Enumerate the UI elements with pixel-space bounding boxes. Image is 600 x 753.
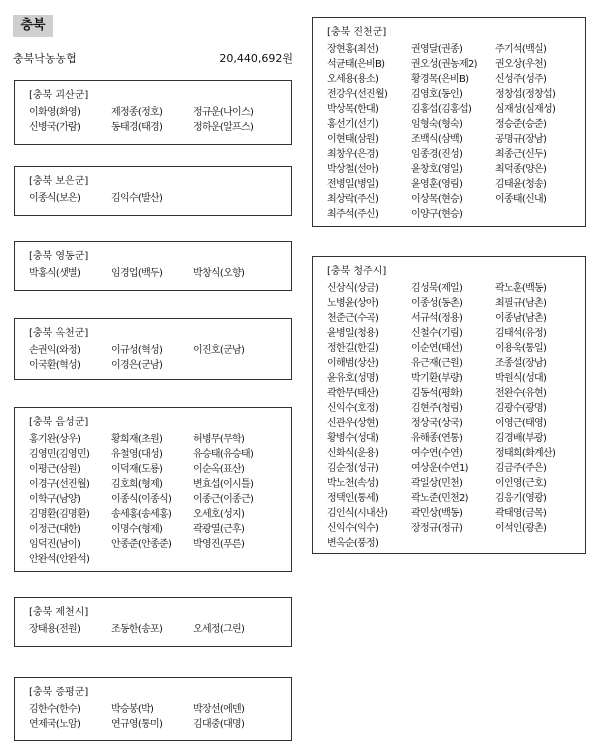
member-name: 권오상(우천) <box>495 59 547 70</box>
member-name: 최상락(주신) <box>327 194 379 205</box>
member-list <box>327 42 575 222</box>
member-name: 윤병일(청용) <box>327 328 379 339</box>
member-name: 동태경(태경) <box>111 122 163 133</box>
district-box-jeungpyeong <box>14 677 292 741</box>
member-name: 신익수(익수) <box>327 523 379 534</box>
member-name: 신병국(가람) <box>29 122 81 133</box>
member-name: 김태석(유정) <box>495 328 547 339</box>
member-name: 김영민(김영민) <box>29 449 90 460</box>
member-name: 홍기완(상우) <box>29 434 81 445</box>
member-name: 이평근(삼원) <box>29 464 81 475</box>
member-name: 이명수(형제) <box>111 524 163 535</box>
member-list <box>29 343 281 373</box>
member-name: 박기환(부량) <box>411 373 463 384</box>
member-name: 이국환(혁성) <box>29 360 81 371</box>
member-name: 오세호(성지) <box>193 509 245 520</box>
member-name: 곽노훈(백동) <box>495 283 547 294</box>
member-name: 송세홍(송세홍) <box>111 509 172 520</box>
member-name: 곽광열(근후) <box>193 524 245 535</box>
district-box-okcheon <box>14 318 292 380</box>
member-name: 임형숙(형숙) <box>411 119 463 130</box>
member-name: 김대중(대명) <box>193 719 245 730</box>
member-name: 김금주(주은) <box>495 463 547 474</box>
member-name: 유철영(대성) <box>111 449 163 460</box>
district-title: [충북 제천시] <box>29 607 89 618</box>
member-name: 정태희(화계산) <box>495 448 556 459</box>
district-box-boeun <box>14 166 292 216</box>
district-title: [충북 보은군] <box>29 176 89 187</box>
member-name: 임경업(백두) <box>111 268 163 279</box>
member-name: 정승준(승준) <box>495 119 547 130</box>
member-name: 이종근(이종근) <box>193 494 254 505</box>
member-name: 유승태(유승태) <box>193 449 254 460</box>
member-name: 권오성(권농제2) <box>411 59 477 70</box>
member-name: 김한수(한수) <box>29 704 81 715</box>
member-name: 김광수(광명) <box>495 403 547 414</box>
member-name: 박노천(속성) <box>327 478 379 489</box>
member-name: 임덕진(남이) <box>29 539 81 550</box>
member-name: 장현홍(최선) <box>327 44 379 55</box>
member-name: 심재성(심재성) <box>495 104 556 115</box>
member-name: 장태용(전원) <box>29 624 81 635</box>
member-name: 김태윤(청송) <box>495 179 547 190</box>
member-name: 신철수(기림) <box>411 328 463 339</box>
member-name: 이정근(대한) <box>29 524 81 535</box>
member-name: 연제국(노암) <box>29 719 81 730</box>
member-name: 이현태(삼원) <box>327 134 379 145</box>
member-name: 곽민상(백동) <box>411 508 463 519</box>
member-name: 이종남(남촌) <box>495 313 547 324</box>
member-name: 김순정(성규) <box>327 463 379 474</box>
member-name: 이인영(근호) <box>495 478 547 489</box>
member-name: 신삼식(상금) <box>327 283 379 294</box>
district-box-jecheon <box>14 597 292 647</box>
district-title: [충북 증평군] <box>29 687 89 698</box>
member-name: 신관우(상현) <box>327 418 379 429</box>
member-name: 권영달(권종) <box>411 44 463 55</box>
member-name: 최종근(신두) <box>495 149 547 160</box>
member-name: 이경구(선진월) <box>29 479 90 490</box>
member-name: 이경은(군남) <box>111 360 163 371</box>
member-name: 이순연(태선) <box>411 343 463 354</box>
member-name: 최필규(남촌) <box>495 298 547 309</box>
member-name: 유해종(연통) <box>411 433 463 444</box>
member-name: 곽한무(태산) <box>327 388 379 399</box>
member-list <box>327 281 575 551</box>
member-name: 손권익(와정) <box>29 345 81 356</box>
member-name: 정택인(통세) <box>327 493 379 504</box>
member-name: 장정규(정규) <box>411 523 463 534</box>
member-name: 이해범(상산) <box>327 358 379 369</box>
member-name: 박장선(에덴) <box>193 704 245 715</box>
member-name: 이덕재(도룡) <box>111 464 163 475</box>
org-name: 충북낙농농협 <box>13 52 77 65</box>
member-name: 황병수(성대) <box>327 433 379 444</box>
member-name: 노병윤(상아) <box>327 298 379 309</box>
district-box-jincheon <box>312 17 586 227</box>
member-name: 변효섭(이시틀) <box>193 479 254 490</box>
member-name: 여수연(수연) <box>411 448 463 459</box>
member-name: 곽태영(금목) <box>495 508 547 519</box>
member-name: 연규영(통미) <box>111 719 163 730</box>
member-name: 이양구(현승) <box>411 209 463 220</box>
member-name: 김경배(부광) <box>495 433 547 444</box>
member-name: 최덕종(양은) <box>495 164 547 175</box>
member-list <box>29 105 281 135</box>
member-name: 정하운(알프스) <box>193 122 254 133</box>
district-title: [충북 괴산군] <box>29 90 89 101</box>
member-name: 정창섭(정창섭) <box>495 89 556 100</box>
member-name: 이상목(현승) <box>411 194 463 205</box>
org-amount: 20,440,692원 <box>219 52 293 65</box>
member-name: 이용욱(통일) <box>495 343 547 354</box>
district-box-cheongju <box>312 256 586 554</box>
member-name: 신화식(운용) <box>327 448 379 459</box>
member-name: 변옥순(풍정) <box>327 538 379 549</box>
member-name: 공명규(장남) <box>495 134 547 145</box>
member-name: 김현주(청림) <box>411 403 463 414</box>
member-name: 이종식(이종식) <box>111 494 172 505</box>
district-box-eumseong <box>14 407 292 572</box>
member-name: 윤창호(영일) <box>411 164 463 175</box>
member-name: 정규운(나이스) <box>193 107 254 118</box>
member-name: 제정종(정호) <box>111 107 163 118</box>
member-list <box>29 622 281 637</box>
member-name: 조백식(삼백) <box>411 134 463 145</box>
member-name: 이화영(화영) <box>29 107 81 118</box>
member-name: 허병무(무학) <box>193 434 245 445</box>
member-name: 이규성(혁성) <box>111 345 163 356</box>
district-title: [충북 영동군] <box>29 251 89 262</box>
member-name: 안종준(안종준) <box>111 539 172 550</box>
member-name: 최창우(은경) <box>327 149 379 160</box>
district-box-yeongdong <box>14 241 292 291</box>
member-name: 박승봉(박) <box>111 704 154 715</box>
member-name: 석균태(은비B) <box>327 59 385 70</box>
district-title: [충북 청주시] <box>327 266 387 277</box>
member-name: 이종태(신내) <box>495 194 547 205</box>
org-summary <box>13 51 293 67</box>
member-name: 김응기(영광) <box>495 493 547 504</box>
member-name: 안완석(안완석) <box>29 554 90 565</box>
member-name: 곽일상(민천) <box>411 478 463 489</box>
district-title: [충북 옥천군] <box>29 328 89 339</box>
member-name: 박원식(성대) <box>495 373 547 384</box>
member-name: 김홍섭(김홍섭) <box>411 104 472 115</box>
member-name: 박상목(한대) <box>327 104 379 115</box>
member-name: 김동석(평화) <box>411 388 463 399</box>
member-name: 김성묵(제일) <box>411 283 463 294</box>
member-name: 김인식(시내산) <box>327 508 388 519</box>
district-box-goesan <box>14 80 292 145</box>
member-name: 김영호(동인) <box>411 89 463 100</box>
member-name: 김명환(김명환) <box>29 509 90 520</box>
member-name: 황경목(은비B) <box>411 74 469 85</box>
member-name: 신익수(호정) <box>327 403 379 414</box>
member-name: 서규석(정용) <box>411 313 463 324</box>
member-name: 전완수(유현) <box>495 388 547 399</box>
member-name: 이진호(군남) <box>193 345 245 356</box>
member-name: 박홍식(샛별) <box>29 268 81 279</box>
member-name: 주기석(백실) <box>495 44 547 55</box>
member-name: 이석인(광촌) <box>495 523 547 534</box>
member-name: 최주석(주신) <box>327 209 379 220</box>
district-title: [충북 음성군] <box>29 417 89 428</box>
member-name: 여상운(수연1) <box>411 463 468 474</box>
member-name: 정한길(한길) <box>327 343 379 354</box>
member-name: 박영진(푸른) <box>193 539 245 550</box>
member-name: 김호희(형제) <box>111 479 163 490</box>
member-name: 박상철(선아) <box>327 164 379 175</box>
member-name: 윤영훈(영림) <box>411 179 463 190</box>
member-name: 임종경(진성) <box>411 149 463 160</box>
member-name: 이영근(태영) <box>495 418 547 429</box>
member-name: 천준근(수곡) <box>327 313 379 324</box>
member-name: 조종설(장남) <box>495 358 547 369</box>
member-name: 유근재(근원) <box>411 358 463 369</box>
member-name: 이종성(동촌) <box>411 298 463 309</box>
member-name: 신성주(성주) <box>495 74 547 85</box>
member-name: 오세용(용소) <box>327 74 379 85</box>
member-name: 오세정(그린) <box>193 624 245 635</box>
member-name: 김익수(발산) <box>111 193 163 204</box>
district-title: [충북 진천군] <box>327 27 387 38</box>
member-name: 황희재(초원) <box>111 434 163 445</box>
member-name: 정상국(상국) <box>411 418 463 429</box>
member-name: 홍선기(선기) <box>327 119 379 130</box>
region-badge: 충북 <box>13 15 53 37</box>
member-list <box>29 432 281 567</box>
member-name: 박창식(오향) <box>193 268 245 279</box>
member-name: 이종식(보은) <box>29 193 81 204</box>
member-list <box>29 266 281 281</box>
member-name: 곽노준(민천2) <box>411 493 468 504</box>
member-list <box>29 191 281 206</box>
member-name: 이학구(남양) <box>29 494 81 505</box>
member-list <box>29 702 281 732</box>
member-name: 전병일(병일) <box>327 179 379 190</box>
member-name: 조동한(송포) <box>111 624 163 635</box>
member-name: 전강우(선진월) <box>327 89 388 100</box>
member-name: 윤유호(성명) <box>327 373 379 384</box>
member-name: 이순옥(표산) <box>193 464 245 475</box>
